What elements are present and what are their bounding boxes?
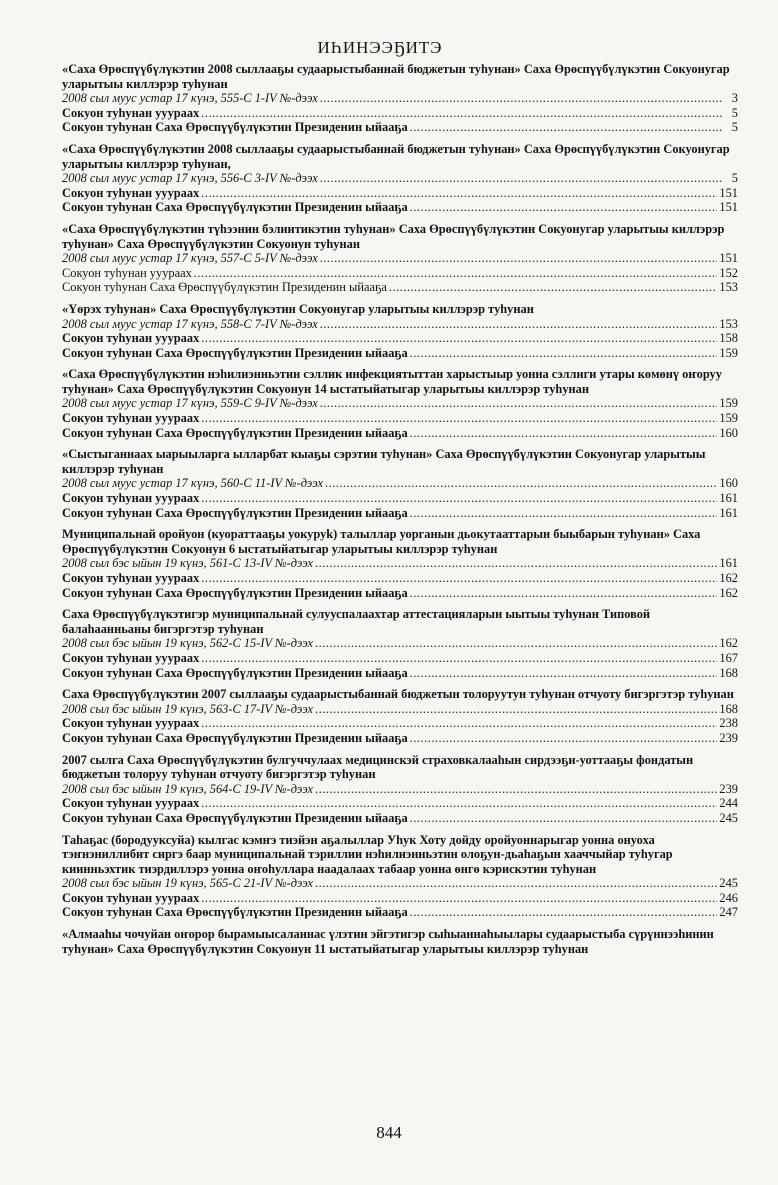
dot-leader xyxy=(315,702,717,717)
toc-page-number: 247 xyxy=(719,905,738,920)
toc-line xyxy=(62,636,738,651)
toc-entry xyxy=(62,62,738,135)
toc-entry xyxy=(62,302,738,360)
toc-entry-title: Саха Өрөспүүбүлүкэтигэр муниципальнай сулууспалаахтар аттестацияларын ыытыы туһунан Типовой балаһаанньаны бигэргэтэр туһунан xyxy=(62,607,651,636)
dot-leader xyxy=(201,716,717,731)
toc-entry-title: «Үөрэх туһунан» Саха Өрөспүүбүлүкэтин Сокуонугар уларытыы киллэрэр туһунан xyxy=(62,301,534,316)
toc-line xyxy=(62,506,738,521)
toc-entry xyxy=(62,367,738,440)
dot-leader xyxy=(201,491,717,506)
toc-line xyxy=(62,651,738,666)
toc-line xyxy=(62,716,738,731)
toc-page-number: 162 xyxy=(719,571,738,585)
toc-line-text: Сокуон туһунан Саха Өрөспүүбүлүкэтин Президенин ыйааҕа xyxy=(62,810,408,825)
toc-entry xyxy=(62,222,738,295)
toc-line xyxy=(62,317,738,332)
toc-line xyxy=(62,891,738,906)
toc-line-text: 2008 сыл муус устар 17 күнэ, 557-С 5-IV №-дээх xyxy=(62,251,318,266)
toc-line-text: Сокуон туһунан ууураах xyxy=(62,265,192,280)
dot-leader xyxy=(410,346,718,361)
toc-page-number: 238 xyxy=(719,716,738,731)
toc-line xyxy=(62,106,738,121)
toc-line xyxy=(62,426,738,441)
toc-line-text: 2008 сыл бэс ыйын 19 күнэ, 562-С 15-IV №-дээх xyxy=(62,636,313,651)
toc-line xyxy=(62,396,738,411)
dot-leader xyxy=(315,556,717,571)
toc-page-number: 161 xyxy=(719,491,738,506)
toc-line-text: Сокуон туһунан Саха Өрөспүүбүлүкэтин Президенин ыйааҕа xyxy=(62,585,408,600)
toc-entry-title: «Сыстыганнаах ыарыыларга ылларбат кыаҕы сэрэтии туһунан» Саха Өрөспүүбүлүкэтин Сокуонугар уларытыы киллэрэр туһунан xyxy=(62,447,706,476)
toc-page-number: 161 xyxy=(719,505,738,520)
toc-line-text: Сокуон туһунан ууураах xyxy=(62,650,200,665)
dot-leader xyxy=(410,731,718,746)
toc-entry xyxy=(62,833,738,921)
toc-page-number: 159 xyxy=(719,345,738,360)
toc-page-number: 5 xyxy=(731,171,738,186)
toc-entry-title: «Саха Өрөспүүбүлүкэтин нэһилиэнньэтин сэллик инфекциятыттан харыстыыр уонна сэллиги утары көмөнү оҥоруу туһунан» Саха Өрөспүүбүлүкэтин Сокуонун 14 ыстатыйатыгар уларытыы киллэрэр туһунан xyxy=(62,367,722,396)
dot-leader xyxy=(201,411,717,426)
toc-line-text: 2008 сыл бэс ыйын 19 күнэ, 561-С 13-IV №-дээх xyxy=(62,556,313,571)
dot-leader xyxy=(201,891,717,906)
toc-line-text: Сокуон туһунан Саха Өрөспүүбүлүкэтин Президенин ыйааҕа xyxy=(62,425,408,440)
toc-line xyxy=(62,586,738,601)
toc-line-text: Сокуон туһунан Саха Өрөспүүбүлүкэтин Президенин ыйааҕа xyxy=(62,505,408,520)
toc-line xyxy=(62,782,738,797)
page-number: 844 xyxy=(376,1123,402,1142)
toc-page-number: 162 xyxy=(719,636,738,651)
toc-page-number: 161 xyxy=(719,556,738,571)
dot-leader xyxy=(315,782,717,797)
toc-line-text: Сокуон туһунан ууураах xyxy=(62,491,200,506)
toc-line-text: Сокуон туһунан Саха Өрөспүүбүлүкэтин Президенин ыйааҕа xyxy=(62,280,387,295)
toc-page-number: 239 xyxy=(719,730,738,745)
toc-line-text: 2008 сыл муус устар 17 күнэ, 555-С 1-IV №-дээх xyxy=(62,91,318,106)
toc-line xyxy=(62,556,738,571)
toc-page-number: 5 xyxy=(731,105,738,120)
toc-line-text: Сокуон туһунан Саха Өрөспүүбүлүкэтин Президенин ыйааҕа xyxy=(62,665,408,680)
dot-leader xyxy=(201,331,717,346)
toc-line-text: Сокуон туһунан ууураах xyxy=(62,331,200,346)
dot-leader xyxy=(194,266,718,281)
toc-line-text: 2008 сыл бэс ыйын 19 күнэ, 563-С 17-IV №-дээх xyxy=(62,701,313,716)
dot-leader xyxy=(410,200,718,215)
toc-entry xyxy=(62,142,738,215)
toc-page-number: 151 xyxy=(719,200,738,215)
toc-line xyxy=(62,702,738,717)
toc-line xyxy=(62,476,738,491)
toc-line-text: Сокуон туһунан ууураах xyxy=(62,571,200,585)
toc-entry xyxy=(62,687,738,745)
toc-page-number: 244 xyxy=(719,796,738,811)
toc-line xyxy=(62,796,738,811)
toc-line-text: 2008 сыл муус устар 17 күнэ, 558-С 7-IV №-дээх xyxy=(62,316,318,331)
toc-page-number: 239 xyxy=(719,781,738,796)
toc-line-text: Сокуон туһунан ууураах xyxy=(62,105,200,120)
dot-leader xyxy=(201,651,717,666)
toc-line xyxy=(62,731,738,746)
dot-leader xyxy=(389,280,718,295)
toc-line-text: 2008 сыл муус устар 17 күнэ, 560-С 11-IV №-дээх xyxy=(62,476,323,491)
toc-page-number: 153 xyxy=(719,316,738,331)
dot-leader xyxy=(315,636,717,651)
toc-page-number: 151 xyxy=(719,251,738,266)
toc-line xyxy=(62,571,738,586)
dot-leader xyxy=(410,506,718,521)
toc-entry-title: Таһаҕас (бородууксуйа) кылгас кэмҥэ тиэйэн аҕалыллар Уһук Хоту дойду оройуоннарыгар уонна онуоха тэҥнэниллибит сиргэ баар муниципальнай тэриллии нэһилиэнньэтин олоҕун-дьаһаҕын хааччыйар туһугар киинньэхтик тиэрдиллэрэ уонна оҥоһуллара наадалаах табаар уонна өнгө кэрискэтин туһунан xyxy=(62,832,673,876)
dot-leader xyxy=(201,796,717,811)
toc-page-number: 245 xyxy=(719,876,738,891)
toc-line xyxy=(62,811,738,826)
toc-entry-title: «Алмааһы чочуйан оҥорор бырамыысаланнас үлэтин эйгэтигэр сыһыаннаһыылары судаарыстыба сүрүннээһинин туһунан» Саха Өрөспүүбүлүкэтин Сокуонун 11 ыстатыйатыгар уларытыы киллэрэр туһунан xyxy=(62,927,714,956)
toc-line xyxy=(62,905,738,920)
toc-page-number: 5 xyxy=(731,120,738,135)
dot-leader xyxy=(315,876,717,891)
toc-line-text: 2008 сыл бэс ыйын 19 күнэ, 565-С 21-IV №-дээх xyxy=(62,876,313,891)
toc-line xyxy=(62,200,738,215)
toc-line-text: Сокуон туһунан Саха Өрөспүүбүлүкэтин Президенин ыйааҕа xyxy=(62,200,408,215)
toc-page-number: 167 xyxy=(719,650,738,665)
toc-page-number: 246 xyxy=(719,890,738,905)
toc-page-number: 151 xyxy=(719,185,738,200)
toc-line-text: 2008 сыл муус устар 17 күнэ, 559-С 9-IV №-дээх xyxy=(62,396,318,411)
toc-line xyxy=(62,186,738,201)
dot-leader xyxy=(410,811,718,826)
toc-line xyxy=(62,266,738,281)
toc-entry-title: Саха Өрөспүүбүлүкэтин 2007 сыллааҕы судаарыстыбаннай бюджетын толоруутун туһунан отчуоту бигэргэтэр туһунан xyxy=(62,687,734,702)
toc-page-number: 160 xyxy=(719,476,738,491)
toc-line-text: Сокуон туһунан Саха Өрөспүүбүлүкэтин Президенин ыйааҕа xyxy=(62,905,408,920)
toc-line xyxy=(62,666,738,681)
toc-entry xyxy=(62,753,738,826)
toc-line xyxy=(62,491,738,506)
toc-line-text: Сокуон туһунан ууураах xyxy=(62,185,200,200)
toc-line-text: Сокуон туһунан ууураах xyxy=(62,796,200,811)
dot-leader xyxy=(201,106,722,121)
toc-line-text: Сокуон туһунан Саха Өрөспүүбүлүкэтин Президенин ыйааҕа xyxy=(62,120,408,135)
dot-leader xyxy=(201,186,717,201)
toc-line-text: 2008 сыл бэс ыйын 19 күнэ, 564-С 19-IV №-дээх xyxy=(62,781,313,796)
table-of-contents xyxy=(62,62,738,956)
toc-page-number: 3 xyxy=(731,91,738,106)
dot-leader xyxy=(410,905,718,920)
toc-line xyxy=(62,251,738,266)
toc-entry xyxy=(62,607,738,680)
toc-page-number: 168 xyxy=(719,665,738,680)
dot-leader xyxy=(320,171,722,186)
toc-page-number: 168 xyxy=(719,701,738,716)
dot-leader xyxy=(410,586,718,601)
toc-line xyxy=(62,331,738,346)
toc-entry-title: «Саха Өрөспүүбүлүкэтин 2008 сыллааҕы судаарыстыбаннай бюджетын туһунан» Саха Өрөспүүбүлүкэтин Сокуонугар уларытыы киллэрэр туһунан xyxy=(62,62,730,91)
dot-leader xyxy=(320,396,718,411)
dot-leader xyxy=(325,476,717,491)
toc-line-text: Сокуон туһунан ууураах xyxy=(62,411,200,426)
toc-line xyxy=(62,346,738,361)
toc-page-number: 159 xyxy=(719,396,738,411)
toc-line xyxy=(62,876,738,891)
toc-line-text: Сокуон туһунан Саха Өрөспүүбүлүкэтин Президенин ыйааҕа xyxy=(62,730,408,745)
toc-line xyxy=(62,120,738,135)
dot-leader xyxy=(410,666,718,681)
toc-line xyxy=(62,411,738,426)
dot-leader xyxy=(320,251,718,266)
toc-line xyxy=(62,91,738,106)
toc-page-number: 160 xyxy=(719,425,738,440)
dot-leader xyxy=(320,91,722,106)
toc-entry xyxy=(62,447,738,520)
dot-leader xyxy=(201,571,717,586)
toc-line-text: 2008 сыл муус устар 17 күнэ, 556-С 3-IV №-дээх xyxy=(62,171,318,186)
dot-leader xyxy=(410,426,718,441)
dot-leader xyxy=(410,120,722,135)
toc-page-number: 158 xyxy=(719,331,738,346)
dot-leader xyxy=(320,317,718,332)
toc-entry xyxy=(62,927,738,956)
toc-entry-title: «Саха Өрөспүүбүлүкэтин 2008 сыллааҕы судаарыстыбаннай бюджетын туһунан» Саха Өрөспүүбүлүкэтин Сокуонугар уларытыы киллэрэр туһунан, xyxy=(62,141,730,171)
toc-page-number: 245 xyxy=(719,810,738,825)
toc-line xyxy=(62,280,738,295)
toc-page-number: 152 xyxy=(719,265,738,280)
toc-page-number: 153 xyxy=(719,280,738,295)
toc-page-number: 159 xyxy=(719,411,738,426)
toc-line-text: Сокуон туһунан ууураах xyxy=(62,716,200,731)
page-heading: ИҺИНЭЭҔИТЭ xyxy=(317,38,443,57)
toc-entry-title: Муниципальнай оройуон (куораттааҕы уокуруk) талыллар уорганын дьокутааттарын быыбарын туһунан» Саха Өрөспүүбүлүкэтин Сокуонун 6 ыстатыйатыгар уларытыы киллэрэр туһунан xyxy=(62,527,701,556)
toc-line xyxy=(62,171,738,186)
toc-entry-title: 2007 сылга Саха Өрөспүүбүлүкэтин булгуччулаах медицинскэй страховкалааһын сирдээҕи-уоттааҕы фондатын бюджетын толоруу туһунан отчуоту бигэргэтэр туһунан xyxy=(62,752,694,782)
toc-line-text: Сокуон туһунан Саха Өрөспүүбүлүкэтин Президенин ыйааҕа xyxy=(62,345,408,360)
toc-page-number: 162 xyxy=(719,585,738,600)
toc-entry-title: «Саха Өрөспүүбүлүкэтин түһээнин бэлиитикэтин туһунан» Саха Өрөспүүбүлүкэтин Сокуонугар уларытыы киллэрэр туһунан» Саха Өрөспүүбүлүкэтин Сокуонун туһунан xyxy=(62,221,725,251)
toc-line-text: Сокуон туһунан ууураах xyxy=(62,890,200,905)
toc-entry xyxy=(62,527,738,600)
